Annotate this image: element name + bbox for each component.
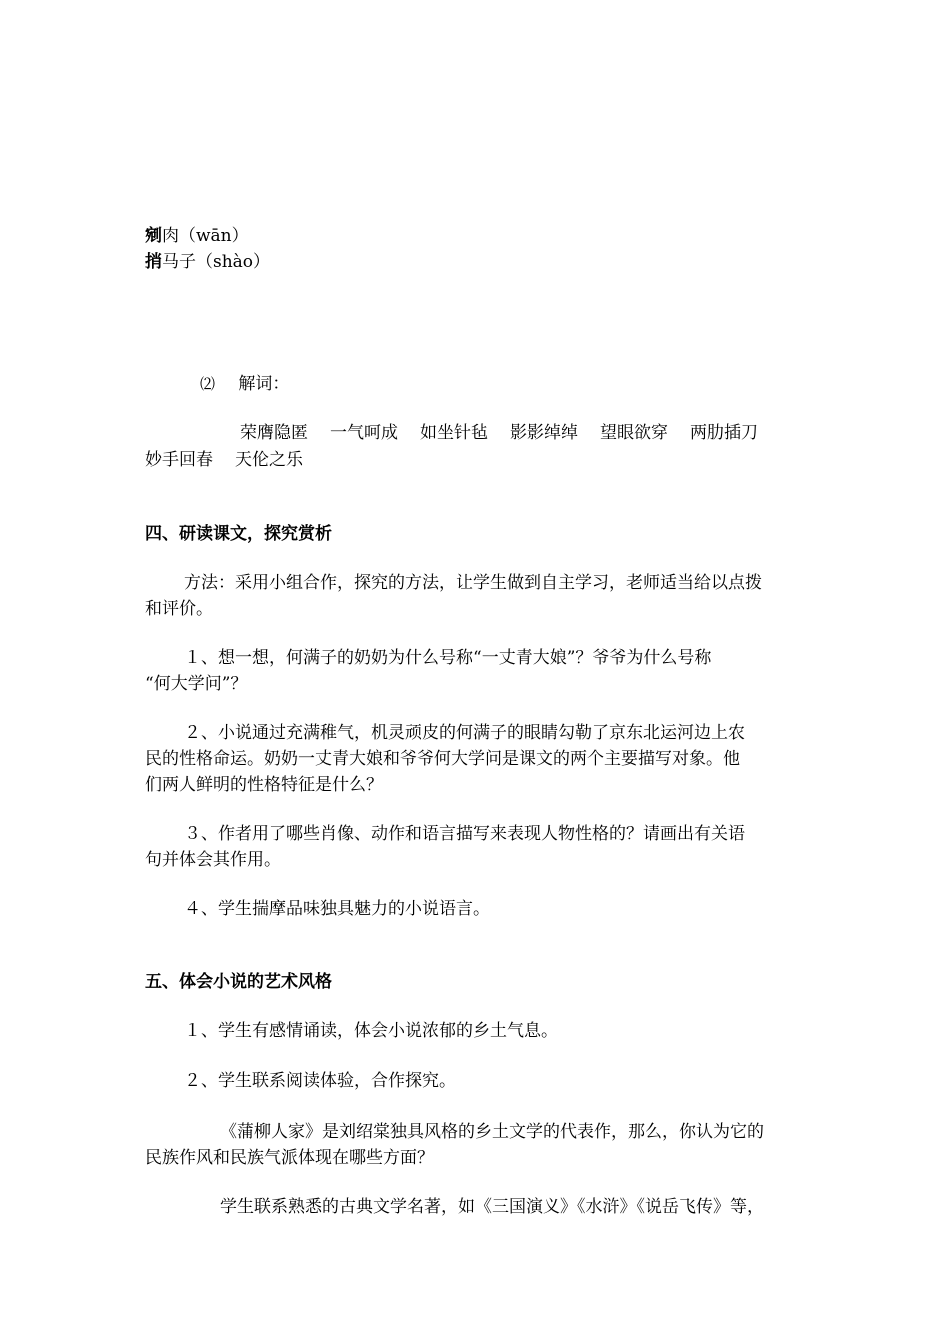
- question-2-line-2: 民的性格命运。奶奶一丈青大娘和爷爷何大学问是课文的两个主要描写对象。他: [145, 749, 740, 769]
- vocab-word: 望眼欲穿: [600, 423, 668, 443]
- vocab-word: 天伦之乐: [235, 450, 303, 470]
- question-4: ４、学生揣摩品味独具魅力的小说语言。: [184, 899, 490, 919]
- section-4-heading: 四、研读课文，探究赏析: [145, 524, 332, 544]
- vocab-word: 荣膺隐匿: [240, 423, 308, 443]
- question-1-line-1: １、想一想，何满子的奶奶为什么号称“一丈青大娘”？爷爷为什么号称: [184, 648, 712, 668]
- vocab-word: 两肋插刀: [690, 423, 758, 443]
- jieci-words-line-1: [240, 421, 758, 445]
- question-2-line-1: ２、小说通过充满稚气，机灵顽皮的何满子的眼睛勾勒了京东北运河边上农: [184, 723, 745, 743]
- paragraph-line-3: 学生联系熟悉的古典文学名著，如《三国演义》《水浒》《说岳飞传》等，: [220, 1197, 764, 1217]
- jieci-title: [200, 372, 289, 396]
- pinyin-text: 肉（wān）: [162, 226, 249, 246]
- vocab-word: 如坐针毡: [420, 423, 488, 443]
- paragraph-line-2: 民族作风和民族气派体现在哪些方面？: [145, 1148, 434, 1168]
- question-2-line-3: 们两人鲜明的性格特征是什么？: [145, 775, 383, 795]
- pinyin-line-1: [145, 224, 249, 248]
- question-3-line-1: ３、作者用了哪些肖像、动作和语言描写来表现人物性格的？请画出有关语: [184, 824, 745, 844]
- pinyin-text: 马子（shào）: [162, 252, 271, 272]
- jieci-number: ⑵: [200, 375, 216, 393]
- method-line-1: 方法：采用小组合作，探究的方法，让学生做到自主学习，老师适当给以点拨: [184, 573, 762, 593]
- paragraph-line-1: 《蒲柳人家》是刘绍棠独具风格的乡土文学的代表作，那么，你认为它的: [220, 1122, 764, 1142]
- section-5-heading: 五、体会小说的艺术风格: [145, 972, 332, 992]
- jieci-words-line-2: [145, 448, 303, 472]
- section-5-item-1: １、学生有感情诵读，体会小说浓郁的乡土气息。: [184, 1021, 558, 1041]
- vocab-word: 一气呵成: [330, 423, 398, 443]
- pinyin-line-2: [145, 250, 270, 274]
- pinyin-char: 捎: [145, 252, 162, 272]
- jieci-label: 解词：: [238, 374, 290, 394]
- section-5-item-2: ２、学生联系阅读体验，合作探究。: [184, 1071, 456, 1091]
- pinyin-char: 剜: [145, 226, 162, 246]
- vocab-word: 影影绰绰: [510, 423, 578, 443]
- question-1-line-2: “何大学问”？: [145, 674, 248, 694]
- question-3-line-2: 句并体会其作用。: [145, 850, 281, 870]
- method-line-2: 和评价。: [145, 599, 213, 619]
- vocab-word: 妙手回春: [145, 450, 213, 470]
